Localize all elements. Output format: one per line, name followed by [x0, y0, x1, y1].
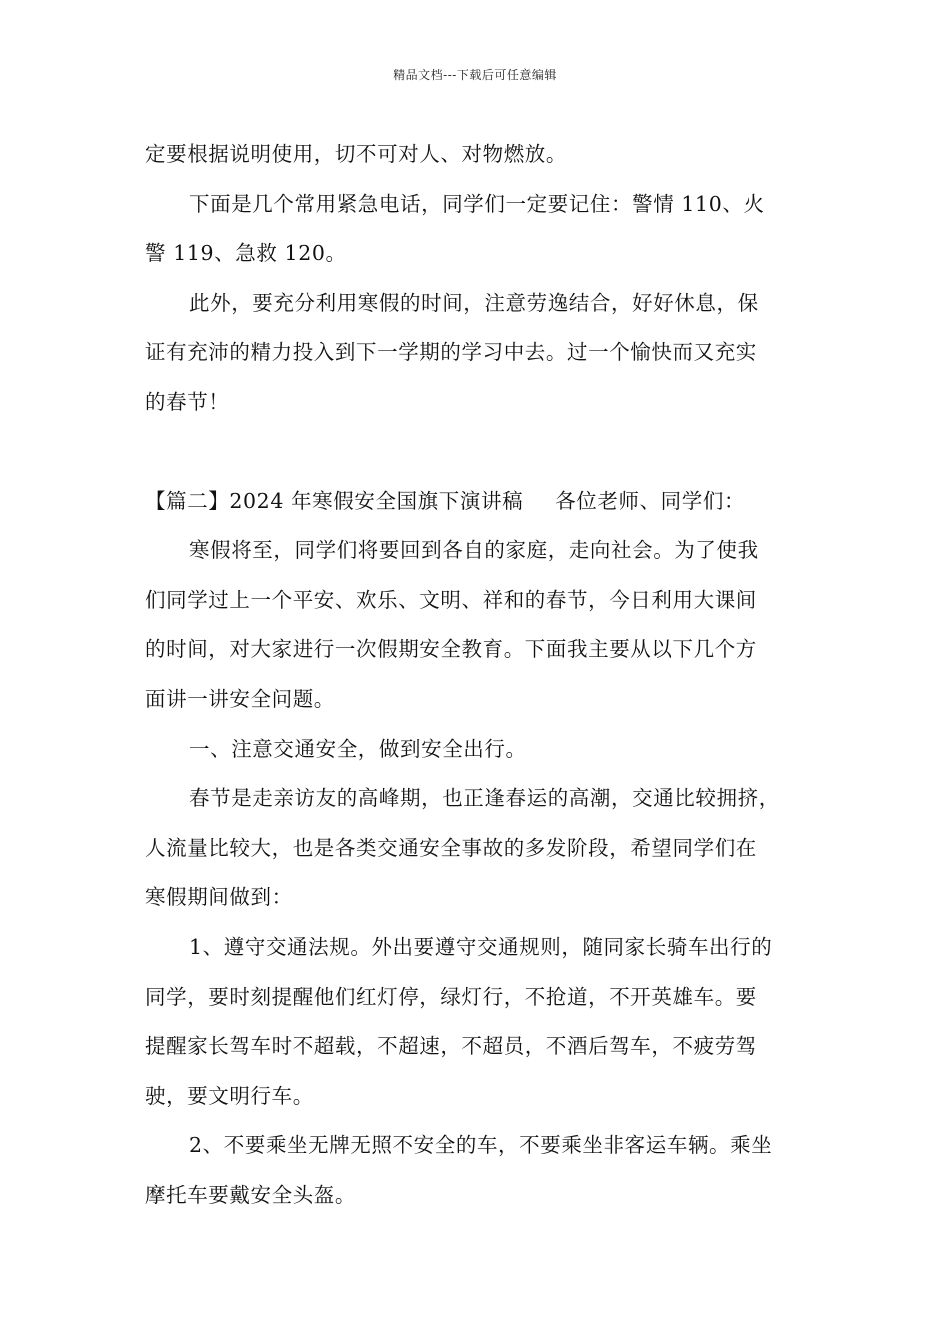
section-title: 【篇二】2024 年寒假安全国旗下演讲稿	[145, 488, 524, 513]
text-line: 面讲一讲安全问题。	[145, 686, 335, 711]
text-line: 提醒家长驾车时不超载，不超速，不超员，不酒后驾车，不疲劳驾	[145, 1034, 757, 1059]
paragraph-fireworks-end	[145, 130, 810, 180]
text-line: 摩托车要戴安全头盔。	[145, 1182, 356, 1207]
paragraph-spring-festival	[145, 774, 810, 923]
text-line: 驶，要文明行车。	[145, 1083, 314, 1108]
text-line: 2、不要乘坐无牌无照不安全的车，不要乘坐非客运车辆。乘坐	[189, 1133, 773, 1158]
section-heading	[145, 477, 810, 527]
paragraph-rule-2	[145, 1121, 810, 1220]
section-greeting: 各位老师、同学们：	[555, 488, 746, 513]
subheading: 一、注意交通安全，做到安全出行。	[189, 736, 527, 761]
document-body	[145, 130, 810, 1220]
text-line: 们同学过上一个平安、欢乐、文明、祥和的春节，今日利用大课间	[145, 587, 757, 612]
text-line: 1、遵守交通法规。外出要遵守交通规则，随同家长骑车出行的	[189, 934, 773, 959]
paragraph-intro	[145, 526, 810, 724]
text-line: 的春节！	[145, 389, 230, 414]
text-line: 警 119、急救 120。	[145, 241, 347, 266]
text-line: 证有充沛的精力投入到下一学期的学习中去。过一个愉快而又充实	[145, 340, 757, 365]
text-line: 的时间，对大家进行一次假期安全教育。下面我主要从以下几个方	[145, 637, 757, 662]
text-line: 同学，要时刻提醒他们红灯停，绿灯行，不抢道，不开英雄车。要	[145, 984, 757, 1009]
text-line: 寒假将至，同学们将要回到各自的家庭，走向社会。为了使我	[189, 538, 759, 563]
page-header: 精品文档---下载后可任意编辑	[393, 68, 557, 82]
text-line: 人流量比较大，也是各类交通安全事故的多发阶段，希望同学们在	[145, 835, 757, 860]
text-line: 春节是走亲访友的高峰期，也正逢春运的高潮，交通比较拥挤，	[189, 786, 780, 811]
text-line: 此外，要充分利用寒假的时间，注意劳逸结合，好好休息，保	[189, 290, 759, 315]
section-spacer	[145, 428, 810, 477]
text-line: 寒假期间做到：	[145, 885, 293, 910]
paragraph-subheading-traffic	[145, 725, 810, 775]
text-line: 下面是几个常用紧急电话，同学们一定要记住：警情 110、火	[189, 191, 765, 216]
text-line: 定要根据说明使用，切不可对人、对物燃放。	[145, 142, 567, 166]
paragraph-rest-advice	[145, 279, 810, 428]
paragraph-rule-1	[145, 923, 810, 1121]
paragraph-emergency-numbers	[145, 180, 810, 279]
